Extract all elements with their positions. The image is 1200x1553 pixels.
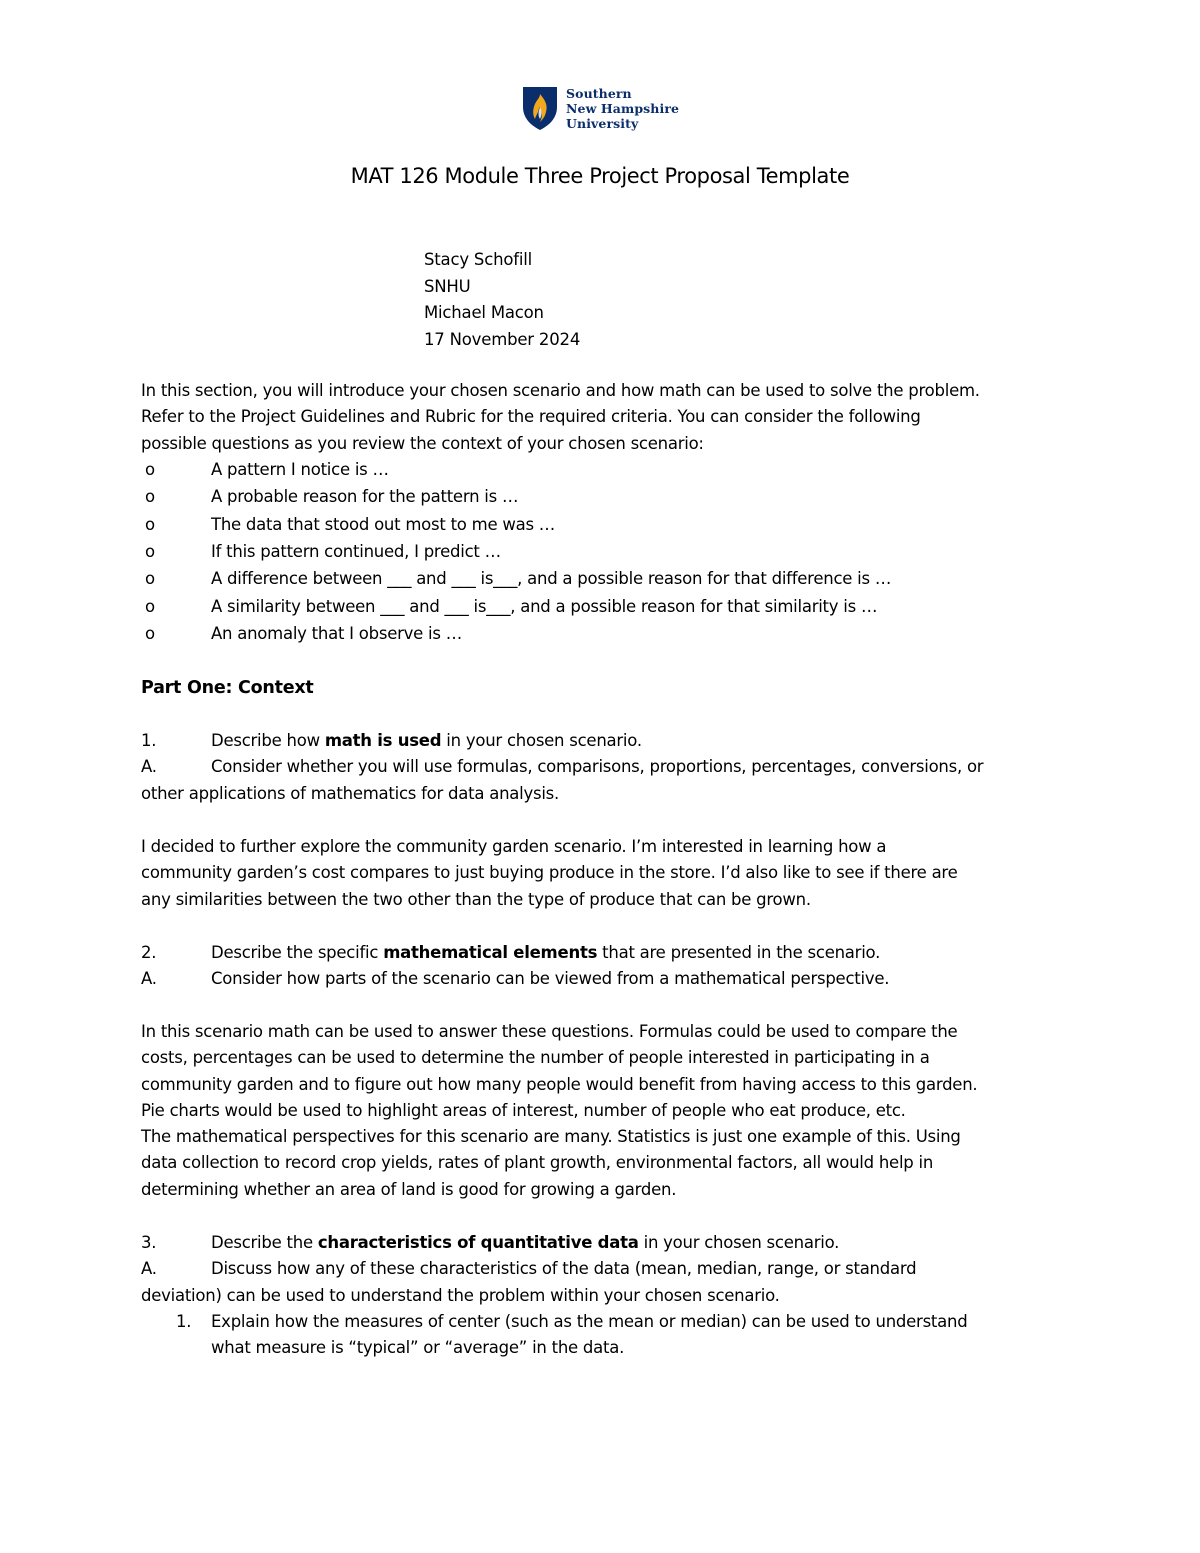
shield-flame-icon — [521, 85, 559, 131]
question-line — [141, 940, 1061, 966]
bullet-marker: o — [145, 459, 155, 479]
answer-line: determining whether an area of land is good for growing a garden. — [141, 1179, 677, 1199]
bullet-text: If this pattern continued, I predict … — [211, 542, 501, 562]
logo-wordmark — [566, 86, 679, 131]
question-emphasis: math is used — [324, 731, 442, 750]
bullet-text: A difference between ___ and ___ is___, and a possible reason for that difference is … — [211, 569, 892, 589]
list-item — [141, 621, 1061, 648]
list-item — [141, 512, 1061, 539]
question-number: 2. — [141, 943, 157, 962]
instructor-name: Michael Macon — [424, 303, 544, 322]
question-line — [141, 1230, 1061, 1256]
nested-number: 1. — [176, 1311, 192, 1331]
sub-label: A. — [141, 757, 157, 777]
question-emphasis: mathematical elements — [383, 943, 598, 962]
intro-line: Refer to the Project Guidelines and Rubric for the required criteria. You can consider the following — [141, 407, 921, 427]
question-number: 1. — [141, 731, 157, 750]
logo-line-1: Southern — [566, 85, 632, 101]
answer-line: I decided to further explore the community garden scenario. I’m interested in learning how a — [141, 837, 887, 856]
sub-text: Discuss how any of these characteristics of the data (mean, median, range, or standard — [211, 1259, 917, 1279]
list-item — [141, 539, 1061, 566]
sub-text-continued: other applications of mathematics for data analysis. — [141, 783, 560, 803]
question-pre: Describe the — [211, 1233, 318, 1252]
answer-line: community garden’s cost compares to just buying produce in the store. I’d also like to see if there are — [141, 863, 958, 883]
section-heading: Part One: Context — [141, 678, 314, 698]
question-text — [211, 728, 642, 754]
bullet-marker: o — [145, 569, 155, 589]
sub-label: A. — [141, 1259, 157, 1279]
nested-text: Explain how the measures of center (such as the mean or median) can be used to understand — [211, 1311, 968, 1331]
question-1 — [141, 728, 1061, 807]
answer-1 — [141, 834, 1061, 913]
question-text — [211, 1230, 839, 1256]
question-number: 3. — [141, 1233, 157, 1252]
logo-line-3: University — [566, 115, 639, 131]
intro-line: possible questions as you review the context of your chosen scenario: — [141, 433, 704, 453]
answer-line: data collection to record crop yields, rates of plant growth, environmental factors, all would help in — [141, 1153, 934, 1173]
bullet-text: An anomaly that I observe is … — [211, 624, 462, 644]
question-pre: Describe how — [211, 731, 325, 750]
logo-line-2: New Hampshire — [566, 100, 680, 116]
answer-line: In this scenario math can be used to answer these questions. Formulas could be used to compare the — [141, 1022, 958, 1041]
intro-line: In this section, you will introduce your chosen scenario and how math can be used to solve the problem. — [141, 381, 980, 400]
intro-section — [141, 378, 1061, 649]
sub-text: Consider whether you will use formulas, comparisons, proportions, percentages, conversions, or — [211, 757, 984, 777]
question-line — [141, 728, 1061, 754]
answer-line: costs, percentages can be used to determine the number of people interested in participating in a — [141, 1048, 930, 1068]
question-post: in your chosen scenario. — [441, 731, 642, 750]
bullet-text: The data that stood out most to me was … — [211, 514, 556, 534]
list-item — [141, 457, 1061, 484]
question-pre: Describe the specific — [211, 943, 384, 962]
sub-label: A. — [141, 969, 157, 989]
answer-line: community garden and to figure out how many people would benefit from having access to this garden. — [141, 1074, 978, 1094]
question-3 — [141, 1230, 1061, 1361]
answer-line: any similarities between the two other than the type of produce that can be grown. — [141, 889, 811, 909]
author-name: Stacy Schofill — [424, 250, 532, 269]
question-2 — [141, 940, 1061, 993]
nested-list-item — [141, 1309, 1061, 1335]
bullet-text: A probable reason for the pattern is … — [211, 487, 519, 507]
submission-date: 17 November 2024 — [424, 329, 581, 349]
question-post: in your chosen scenario. — [638, 1233, 840, 1252]
list-item — [141, 594, 1061, 621]
question-text — [211, 940, 880, 966]
bullet-marker: o — [145, 487, 155, 507]
bullet-marker: o — [145, 514, 155, 534]
sub-text: Consider how parts of the scenario can be viewed from a mathematical perspective. — [211, 969, 890, 989]
document-title: MAT 126 Module Three Project Proposal Template — [350, 164, 850, 188]
question-sub-line — [141, 1256, 1061, 1282]
bullet-marker: o — [145, 624, 155, 644]
question-post: that are presented in the scenario. — [597, 943, 881, 962]
answer-line: The mathematical perspectives for this scenario are many. Statistics is just one example of this. Using — [141, 1127, 961, 1147]
question-sub-line — [141, 966, 1061, 992]
bullet-marker: o — [145, 542, 155, 562]
answer-line: Pie charts would be used to highlight areas of interest, number of people who eat produce, etc. — [141, 1100, 906, 1120]
nested-text: what measure is “typical” or “average” in the data. — [211, 1338, 625, 1358]
list-item — [141, 566, 1061, 593]
bullet-text: A similarity between ___ and ___ is___, and a possible reason for that similarity is … — [211, 596, 878, 616]
school-name: SNHU — [424, 276, 471, 296]
bullet-marker: o — [145, 596, 155, 616]
author-block — [424, 247, 580, 353]
question-emphasis: characteristics of quantitative data — [317, 1233, 639, 1252]
answer-2 — [141, 1019, 1061, 1203]
sub-text-continued: deviation) can be used to understand the problem within your chosen scenario. — [141, 1285, 780, 1305]
nested-list-item-continued — [141, 1335, 1061, 1361]
question-sub-line — [141, 754, 1061, 780]
university-logo — [521, 84, 691, 132]
list-item — [141, 484, 1061, 511]
bullet-text: A pattern I notice is … — [211, 459, 389, 479]
